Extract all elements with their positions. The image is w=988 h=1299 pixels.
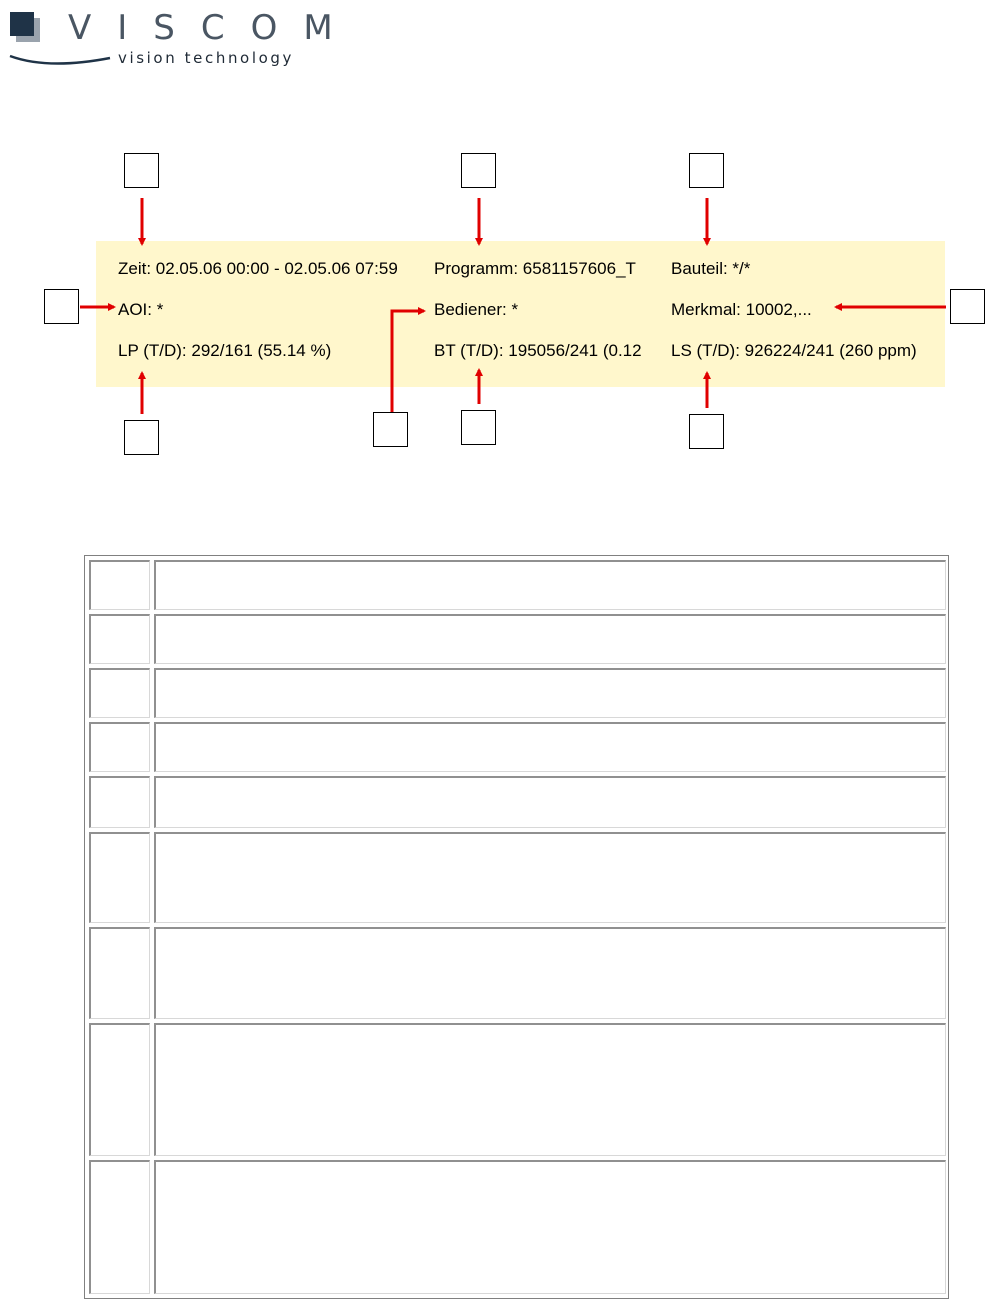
- bediener-label: Bediener: *: [434, 300, 519, 319]
- legend-row-number: [89, 776, 150, 828]
- lp-label: LP (T/D): 292/161 (55.14 %): [118, 341, 332, 360]
- legend-row-description: [154, 560, 946, 610]
- ls-label: LS (T/D): 926224/241 (260 ppm): [671, 341, 917, 360]
- legend-row-number: [89, 614, 150, 664]
- legend-row-description: [154, 832, 946, 923]
- legend-row-number: [89, 722, 150, 772]
- legend-row-number: [89, 560, 150, 610]
- merkmal-label: Merkmal: 10002,...: [671, 300, 812, 319]
- logo-brand-text: VISCOM: [68, 8, 359, 48]
- bauteil-label: Bauteil: */*: [671, 259, 751, 278]
- arrow-bediener: [392, 311, 424, 412]
- legend-row-number: [89, 1160, 150, 1294]
- legend-row-number: [89, 832, 150, 923]
- legend-row-description: [154, 722, 946, 772]
- legend-row-number: [89, 927, 150, 1019]
- legend-row-number: [89, 668, 150, 718]
- legend-row-description: [154, 1160, 946, 1294]
- zeit-label: Zeit: 02.05.06 00:00 - 02.05.06 07:59: [118, 259, 398, 278]
- bt-label: BT (T/D): 195056/241 (0.12: [434, 341, 642, 360]
- legend-row-description: [154, 1023, 946, 1156]
- legend-row-description: [154, 614, 946, 664]
- legend-row-number: [89, 1023, 150, 1156]
- logo-tagline: vision technology: [118, 49, 294, 67]
- legend-row-description: [154, 668, 946, 718]
- programm-label: Programm: 6581157606_T: [434, 259, 636, 278]
- legend-row-description: [154, 927, 946, 1019]
- legend-row-description: [154, 776, 946, 828]
- callout-arrows: [0, 0, 988, 470]
- legend-table: [84, 555, 949, 1299]
- aoi-label: AOI: *: [118, 300, 164, 319]
